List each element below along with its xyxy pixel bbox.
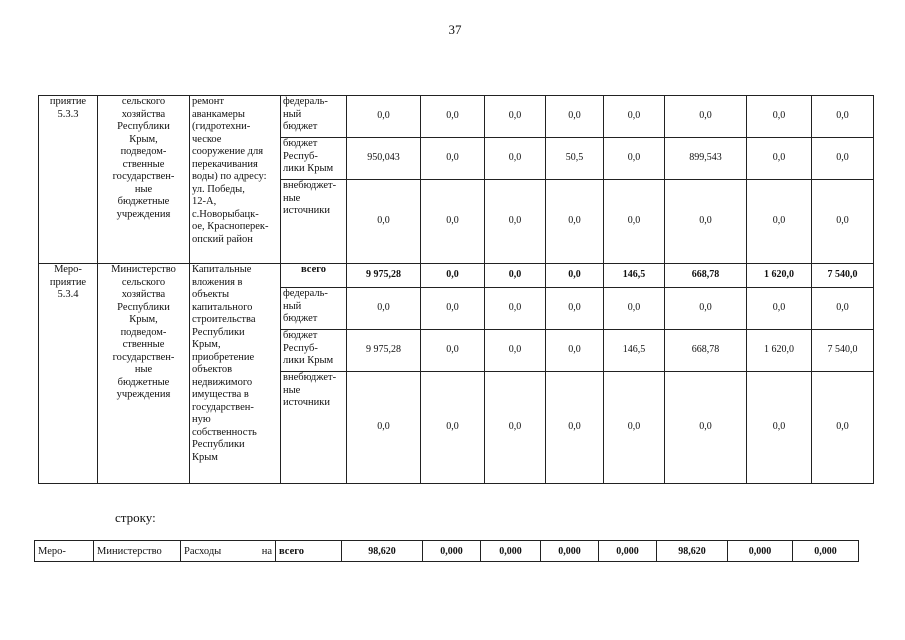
source-cell: бюджет Респуб- лики Крым <box>281 330 347 372</box>
value-cell: 0,0 <box>546 288 604 330</box>
value-cell: 0,0 <box>747 96 812 138</box>
value-cell: 0,0 <box>485 288 546 330</box>
value-cell: 0,0 <box>347 96 421 138</box>
budget-table <box>38 95 874 484</box>
value-cell: 0,0 <box>812 180 874 264</box>
value-cell: 0,0 <box>546 96 604 138</box>
event-cell: приятие 5.3.3 <box>39 96 98 264</box>
value-cell: 98,620 <box>657 541 728 562</box>
executor-cell: Министерство сельского хозяйства Республики Крым, подведом- ственные государствен- ные бюджетные учреждения <box>98 264 190 484</box>
value-cell: 0,0 <box>421 264 485 288</box>
value-cell: 0,0 <box>665 96 747 138</box>
value-cell: 0,0 <box>747 138 812 180</box>
value-cell: 0,0 <box>421 372 485 484</box>
description-left: Расходы <box>184 545 222 557</box>
value-cell: 0,0 <box>485 96 546 138</box>
value-cell: 146,5 <box>604 330 665 372</box>
value-cell: 0,0 <box>812 96 874 138</box>
source-cell: внебюджет- ные источники <box>281 180 347 264</box>
source-cell: бюджет Респуб- лики Крым <box>281 138 347 180</box>
value-cell: 950,043 <box>347 138 421 180</box>
value-cell: 0,0 <box>546 330 604 372</box>
event-cell: Меро- <box>35 541 94 562</box>
table-row-total <box>39 264 874 288</box>
value-cell: 146,5 <box>604 264 665 288</box>
table-row <box>35 541 859 562</box>
value-cell: 0,0 <box>485 138 546 180</box>
event-cell: Меро- приятие 5.3.4 <box>39 264 98 484</box>
value-cell: 7 540,0 <box>812 264 874 288</box>
extra-row-table <box>34 540 859 562</box>
value-cell: 0,0 <box>604 138 665 180</box>
value-cell: 0,0 <box>421 96 485 138</box>
value-cell: 0,0 <box>812 138 874 180</box>
value-cell: 0,000 <box>793 541 859 562</box>
description-cell <box>181 541 276 562</box>
value-cell: 0,0 <box>546 372 604 484</box>
value-cell: 1 620,0 <box>747 264 812 288</box>
value-cell: 0,0 <box>347 372 421 484</box>
value-cell: 0,0 <box>485 330 546 372</box>
value-cell: 0,000 <box>728 541 793 562</box>
value-cell: 0,0 <box>747 180 812 264</box>
value-cell: 0,0 <box>747 288 812 330</box>
value-cell: 9 975,28 <box>347 264 421 288</box>
value-cell: 0,0 <box>665 372 747 484</box>
value-cell: 0,0 <box>485 372 546 484</box>
value-cell: 0,000 <box>481 541 541 562</box>
source-cell: всего <box>281 264 347 288</box>
description-right: на <box>261 545 272 557</box>
value-cell: 0,0 <box>485 264 546 288</box>
value-cell: 0,0 <box>812 372 874 484</box>
value-cell: 0,0 <box>747 372 812 484</box>
value-cell: 0,0 <box>421 180 485 264</box>
value-cell: 0,000 <box>541 541 599 562</box>
value-cell: 0,0 <box>421 330 485 372</box>
description-cell: Капитальные вложения в объекты капитального строительства Республики Крым, приобретение объектов недвижимого имущества в государствен- ную собственность Республики Крым <box>190 264 281 484</box>
value-cell: 0,0 <box>812 288 874 330</box>
value-cell: 50,5 <box>546 138 604 180</box>
value-cell: 899,543 <box>665 138 747 180</box>
value-cell: 1 620,0 <box>747 330 812 372</box>
value-cell: 0,0 <box>665 288 747 330</box>
table-row <box>39 96 874 138</box>
executor-cell: сельского хозяйства Республики Крым, подведом- ственные государствен- ные бюджетные учреждения <box>98 96 190 264</box>
value-cell: 0,0 <box>665 180 747 264</box>
value-cell: 0,000 <box>599 541 657 562</box>
value-cell: 0,0 <box>546 180 604 264</box>
value-cell: 0,0 <box>421 138 485 180</box>
executor-cell: Министерство <box>94 541 181 562</box>
value-cell: 0,0 <box>421 288 485 330</box>
value-cell: 668,78 <box>665 264 747 288</box>
value-cell: 0,0 <box>347 288 421 330</box>
value-cell: 0,0 <box>546 264 604 288</box>
value-cell: 0,0 <box>604 372 665 484</box>
value-cell: 7 540,0 <box>812 330 874 372</box>
value-cell: 0,0 <box>604 180 665 264</box>
source-cell: всего <box>276 541 342 562</box>
value-cell: 0,0 <box>347 180 421 264</box>
source-cell: федераль- ный бюджет <box>281 96 347 138</box>
value-cell: 9 975,28 <box>347 330 421 372</box>
source-cell: федераль- ный бюджет <box>281 288 347 330</box>
page-number: 37 <box>448 22 462 37</box>
source-cell: внебюджет- ные источники <box>281 372 347 484</box>
value-cell: 0,0 <box>485 180 546 264</box>
caption-text: строку: <box>115 510 156 525</box>
value-cell: 98,620 <box>342 541 423 562</box>
value-cell: 0,000 <box>423 541 481 562</box>
value-cell: 0,0 <box>604 96 665 138</box>
value-cell: 668,78 <box>665 330 747 372</box>
value-cell: 0,0 <box>604 288 665 330</box>
description-cell: ремонт аванкамеры (гидротехни- ческое сооружение для перекачивания воды) по адресу: ул. Победы, 12-А, с.Новорыбацк- ое, Красноперек- опский район <box>190 96 281 264</box>
